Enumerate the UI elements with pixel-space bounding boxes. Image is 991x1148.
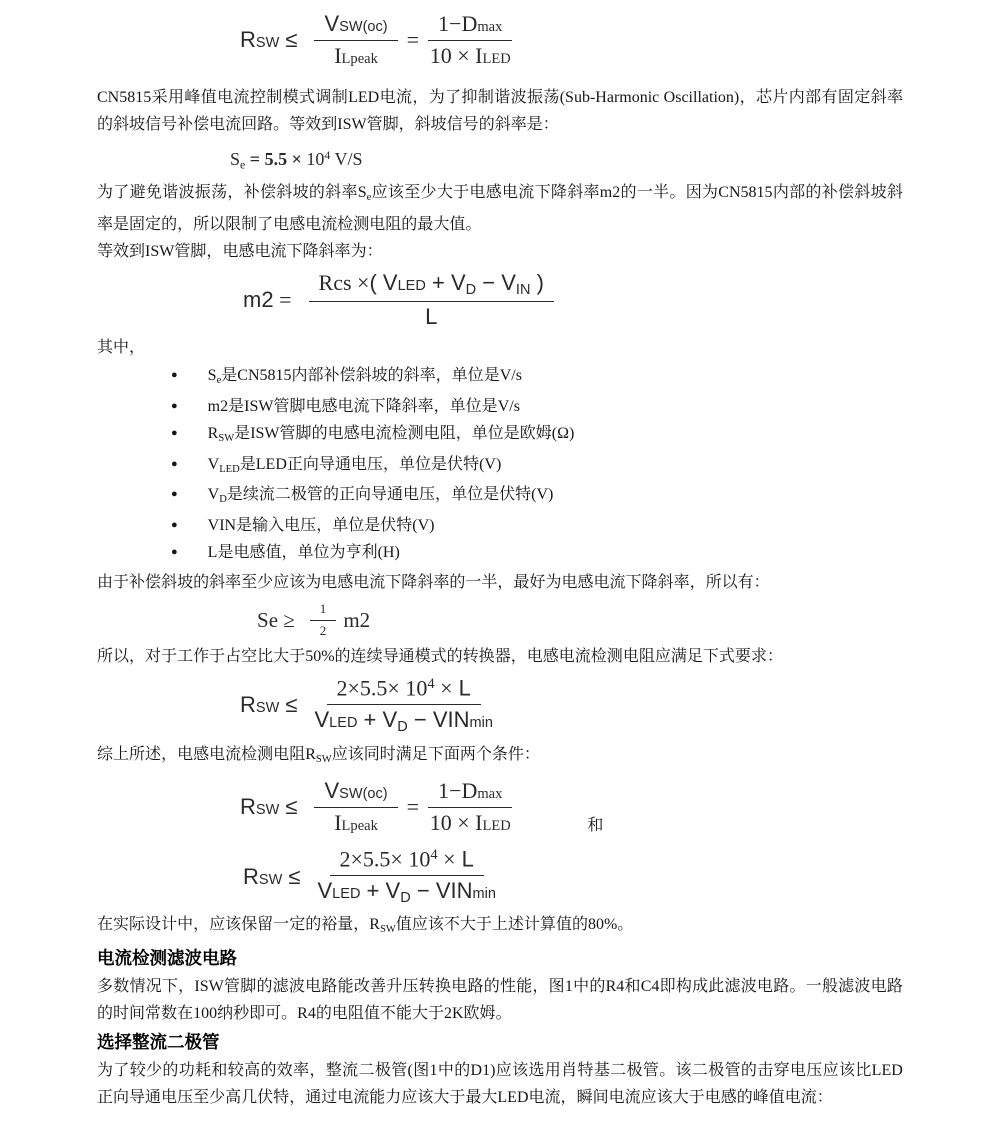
fraction (317, 847, 495, 906)
bullet-icon: ● (171, 546, 178, 559)
formula-rsw-limit-slope (240, 676, 903, 735)
formula-rsw-limit-oc (240, 12, 903, 68)
bullet-item (97, 394, 903, 421)
bullet-icon: ● (171, 457, 178, 470)
fraction-numerator: VSW(oc) (314, 12, 397, 41)
formula-m2 (243, 271, 903, 330)
fraction-denominator: 10 × ILED (429, 809, 511, 835)
fraction-denominator: 10 × ILED (429, 42, 511, 68)
paragraph: CN5815采用峰值电流控制模式调制LED电流，为了抑制谐波振荡(Sub-Harmonic Oscillation)，芯片内部有固定斜率的斜坡信号补偿电流回路。等效到ISW管脚，斜坡信号的斜率是： (97, 89, 903, 134)
paragraph: 综上所述，电感电流检测电阻RSW应该同时满足下面两个条件： (97, 746, 540, 765)
formula-segment: RSW ≤ (243, 863, 301, 889)
formula-segment: = (406, 794, 420, 820)
formula-se-value (230, 148, 903, 172)
formula-segment: RSW ≤ (240, 692, 298, 718)
fraction (314, 779, 397, 835)
formula-condition-2 (243, 847, 903, 906)
bullet-icon: ● (171, 426, 178, 439)
bullet-item (97, 363, 903, 394)
formula-segment: = (406, 27, 420, 53)
formula-segment: Se ≥ (257, 608, 295, 632)
fraction-denominator: 2 (319, 623, 327, 638)
bullet-text: VD是续流二极管的正向导通电压，单位是伏特(V) (207, 486, 554, 506)
bullet-text: Se是CN5815内部补偿斜坡的斜率，单位是V/s (207, 366, 522, 386)
fraction-denominator: ILpeak (334, 809, 378, 835)
fraction (428, 12, 512, 68)
bullet-icon: ● (171, 368, 178, 381)
bullet-icon: ● (171, 519, 178, 532)
bullet-text: RSW是ISW管脚的电感电流检测电阻，单位是欧姆(Ω) (207, 424, 575, 444)
section-heading: 选择整流二极管 (97, 1031, 220, 1052)
paragraph: 其中， (97, 338, 146, 356)
formula-se-ge-half-m2 (257, 602, 903, 638)
fraction-numerator: 1 (310, 602, 337, 621)
fraction-denominator: ILpeak (334, 42, 378, 68)
document-content (97, 12, 903, 1111)
fraction-numerator: 1−Dmax (428, 779, 512, 808)
bullet-item (97, 482, 903, 513)
paragraph: 等效到ISW管脚，电感电流下降斜率为： (97, 242, 383, 260)
formula-segment: RSW ≤ (240, 27, 298, 53)
bullet-item (97, 421, 903, 452)
paragraph: 由于补偿斜坡的斜率至少应该为电感电流下降斜率的一半，最好为电感电流下降斜率，所以有： (97, 574, 770, 592)
formula-segment: m2 (343, 608, 371, 632)
bullet-text: VLED是LED正向导通电压，单位是伏特(V) (207, 455, 502, 475)
fraction-numerator: Rcs ×( VLED + VD − VIN ) (309, 271, 554, 302)
fraction-numerator: $2\times 5.5\times 10^4 \times L$ (327, 676, 481, 705)
paragraph: 多数情况下，ISW管脚的滤波电路能改善升压转换电路的性能，图1中的R4和C4即构成此滤波电路。一般滤波电路的时间常数在100纳秒即可。R4的电阻值不能大于2K欧姆。 (97, 977, 903, 1022)
bullet-text: VIN是输入电压，单位是伏特(V) (207, 517, 435, 535)
fraction-numerator: $2\times 5.5\times 10^4 \times L$ (330, 847, 484, 876)
formula-segment: RSW ≤ (240, 794, 298, 820)
fraction-denominator: VLED + VD − VINmin (314, 706, 493, 735)
fraction-denominator: VLED + VD − VINmin (317, 878, 496, 907)
paragraph: 为了避免谐波振荡，补偿斜坡的斜率Se应该至少大于电感电流下降斜率m2的一半。因为CN5815内部的补偿斜坡斜率是固定的，所以限制了电感电流检测电阻的最大值。 (97, 183, 903, 233)
fraction-numerator: VSW(oc) (314, 779, 397, 808)
fraction-numerator: 1−Dmax (428, 12, 512, 41)
formula-segment: m2 = (243, 287, 292, 313)
bullet-text: L是电感值，单位为亨利(H) (207, 544, 400, 562)
bullet-icon: ● (171, 399, 178, 412)
section-heading: 电流检测滤波电路 (97, 947, 237, 968)
paragraph: 所以，对于工作于占空比大于50%的连续导通模式的转换器，电感电流检测电阻应满足下式要求： (97, 647, 783, 665)
bullet-text: m2是ISW管脚电感电流下降斜率，单位是V/s (207, 397, 520, 415)
bullet-list (97, 363, 903, 568)
fraction (309, 271, 554, 330)
paragraph: 在实际设计中，应该保留一定的裕量，RSW值应该不大于上述计算值的80%。 (97, 915, 634, 935)
bullet-icon: ● (171, 488, 178, 501)
fraction (428, 779, 512, 835)
bullet-item (97, 452, 903, 483)
paragraph: 为了较少的功耗和较高的效率，整流二极管(图1中的D1)应该选用肖特基二极管。该二极管的击穿电压应该比LED正向导通电压至少高几伏特，通过电流能力应该大于最大LED电流，瞬间电流应该大于电感的峰值电流： (97, 1061, 903, 1106)
bullet-item (97, 540, 903, 567)
formula-condition-1 (240, 779, 903, 835)
formula-segment: $Se = 5.5 \times 10^4$ V/S (230, 148, 363, 172)
fraction-denominator: L (425, 304, 438, 329)
fraction (314, 676, 492, 735)
bullet-item (97, 513, 903, 540)
fraction (314, 12, 397, 68)
fraction (310, 602, 337, 638)
formula-conjunction: 和 (587, 817, 604, 835)
